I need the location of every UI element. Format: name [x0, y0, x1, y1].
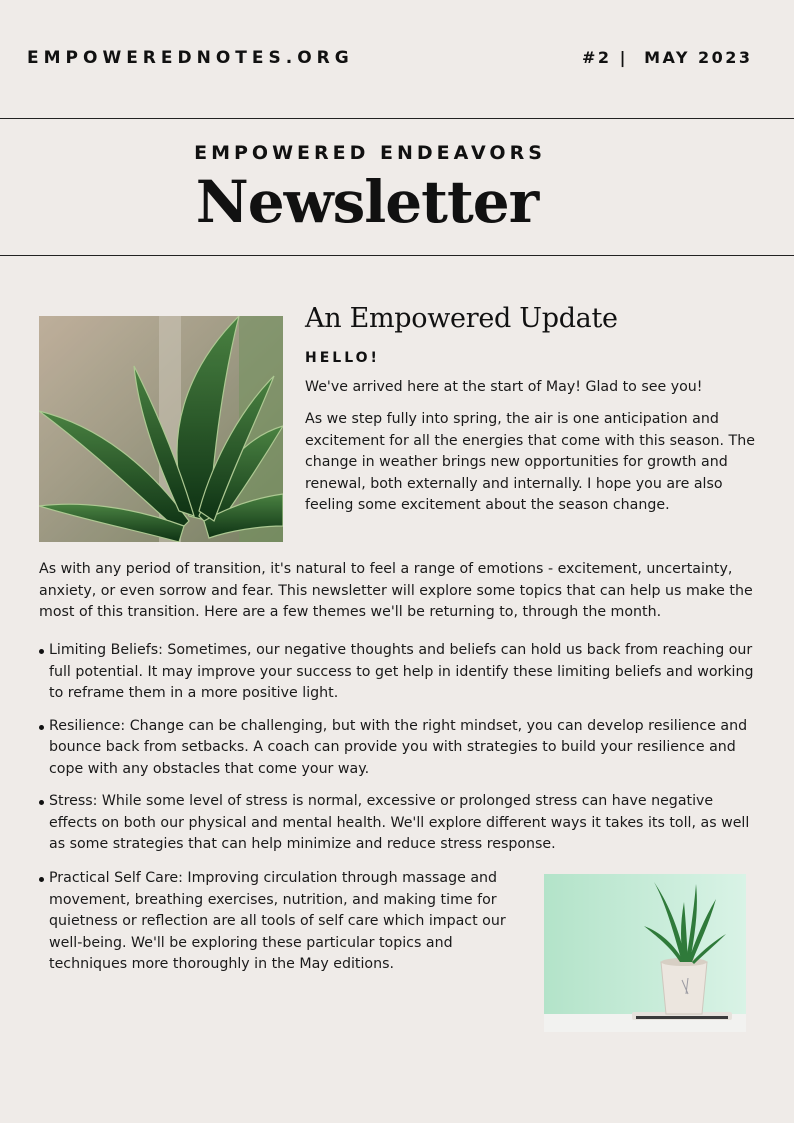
masthead-rule [0, 255, 794, 256]
themes-list-continued [39, 868, 514, 976]
masthead-kicker: EMPOWERED ENDEAVORS [194, 142, 546, 164]
list-item: Stress: While some level of stress is normal, excessive or prolonged stress can have negative effects on both our physical and mental health. We'll explore different ways it takes its toll, as well as some strategies that can help minimize and reduce stress response. [39, 791, 764, 856]
list-item: Limiting Beliefs: Sometimes, our negative thoughts and beliefs can hold us back from reaching our full potential. It may improve your success to get help in identify these limiting beliefs and working to reframe them in a more positive light. [39, 640, 764, 705]
intro-paragraph-1: We've arrived here at the start of May! Glad to see you! [305, 379, 703, 395]
issue-date: #2 | MAY 2023 [582, 48, 753, 67]
themes-list [39, 640, 764, 867]
intro-paragraph-2: As we step fully into spring, the air is one anticipation and excitement for all the energies that come with this season. The change in weather brings new opportunities for growth and renewal, both externally and internally. I hope you are also feeling some excitement about the season change. [305, 411, 755, 513]
list-item: Practical Self Care: Improving circulation through massage and movement, breathing exercises, nutrition, and making time for quietness or reflection are all tools of self care which impact our well-being. We'll be exploring these particular topics and techniques more thoroughly in the May editions. [39, 868, 514, 976]
top-rule [0, 118, 794, 119]
greeting: HELLO! [305, 350, 380, 366]
transition-paragraph: As with any period of transition, it's natural to feel a range of emotions - excitement, uncertainty, anxiety, or even sorrow and fear. This newsletter will explore some topics that can help us make the most of this transition. Here are a few themes we'll be returning to, through the month. [39, 561, 753, 620]
site-name: EMPOWEREDNOTES.ORG [27, 48, 354, 68]
section-heading: An Empowered Update [305, 303, 618, 334]
aloe-closeup-photo [39, 316, 283, 542]
list-item: Resilience: Change can be challenging, but with the right mindset, you can develop resilience and bounce back from setbacks. A coach can provide you with strategies to build your resilience and cope with any obstacles that come your way. [39, 716, 764, 781]
potted-aloe-photo [544, 874, 746, 1032]
masthead-title: Newsletter [195, 168, 539, 236]
